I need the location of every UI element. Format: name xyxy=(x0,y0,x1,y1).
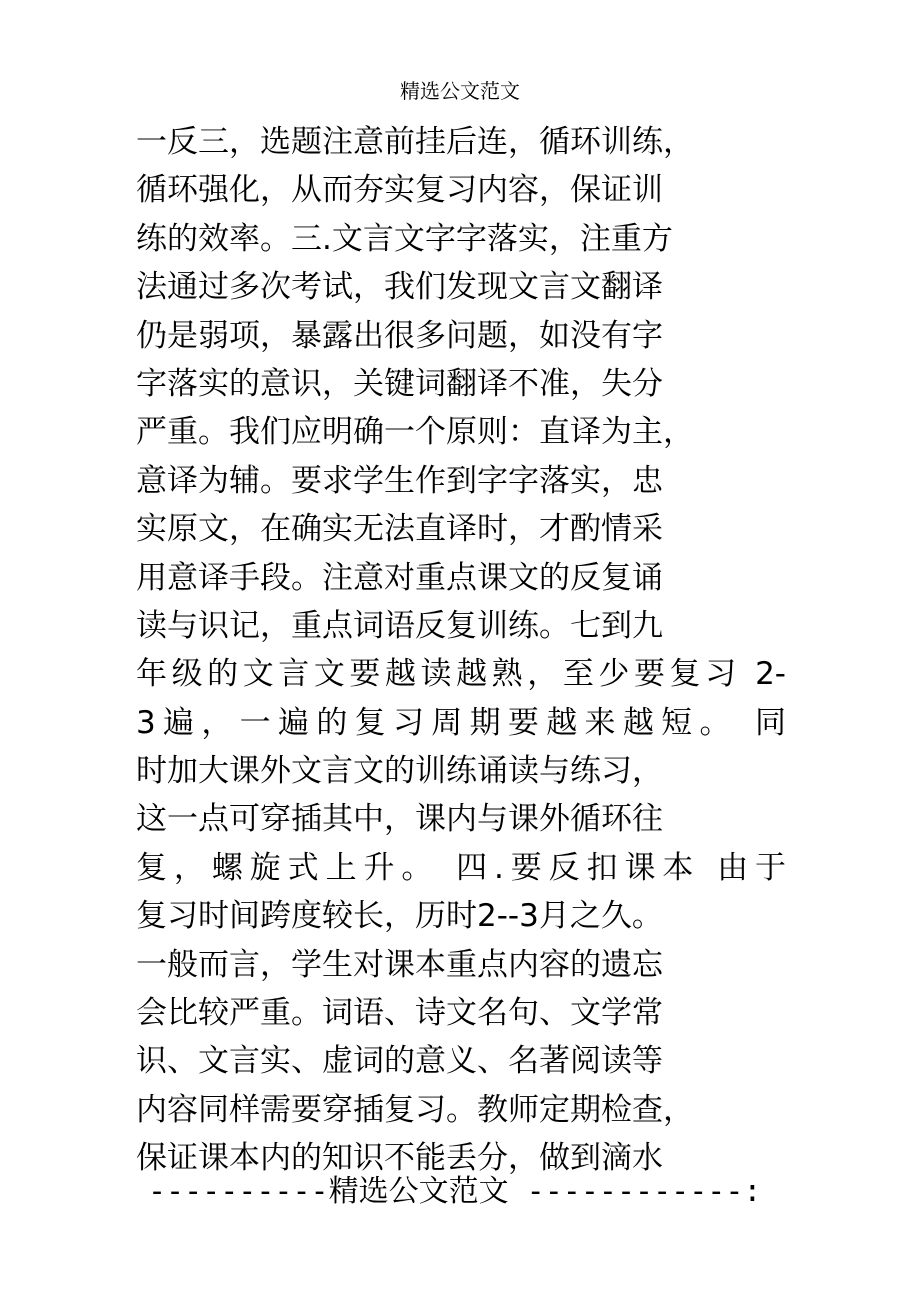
page-header: 精选公文范文 xyxy=(400,79,520,103)
text-line: 一反三，选题注意前挂后连，循环训练， xyxy=(136,124,694,160)
text-line: 严重。我们应明确一个原则：直译为主， xyxy=(136,414,694,451)
text-line: 内容同样需要穿插复习。教师定期检查， xyxy=(136,1091,694,1128)
text-line: 法通过多次考试，我们发现文言文翻译 xyxy=(136,269,663,306)
text-line: 一般而言，学生对课本重点内容的遗忘 xyxy=(136,946,663,983)
text-line: 年级的文言文要越读越熟，至少要复习 2- xyxy=(136,656,786,693)
text-line: 循环强化，从而夯实复习内容，保证训 xyxy=(136,172,663,209)
text-line: 3遍，一遍的复习周期要越来越短。 同 xyxy=(136,704,786,741)
text-line: 复，螺旋式上升。 四.要反扣课本 由于 xyxy=(136,849,786,886)
text-line: 用意译手段。注意对重点课文的反复诵 xyxy=(136,559,663,596)
text-line: 时加大课外文言文的训练诵读与练习， xyxy=(136,753,663,790)
text-line: 会比较严重。词语、诗文名句、文学常 xyxy=(136,995,663,1032)
text-line: 读与识记，重点词语反复训练。七到九 xyxy=(136,607,663,644)
text-line: 保证课本内的知识不能丢分，做到滴水 xyxy=(136,1140,663,1177)
text-line: 复习时间跨度较长，历时2--3月之久。 xyxy=(136,898,663,935)
text-line: 仍是弱项，暴露出很多问题，如没有字 xyxy=(136,317,663,354)
body-text xyxy=(136,118,786,1183)
text-line: 这一点可穿插其中，课内与课外循环往 xyxy=(136,801,663,838)
text-line: 意译为辅。要求学生作到字字落实，忠 xyxy=(136,462,663,499)
text-line: 练的效率。三.文言文字字落实，注重方 xyxy=(136,220,673,257)
text-line: 识、文言实、虚词的意义、名著阅读等 xyxy=(136,1043,663,1080)
text-line: 实原文，在确实无法直译时，才酌情采 xyxy=(136,511,663,548)
text-line: 字落实的意识，关键词翻译不准，失分 xyxy=(136,365,663,402)
page-footer: ----------精选公文范文 ------------: xyxy=(148,1174,762,1209)
